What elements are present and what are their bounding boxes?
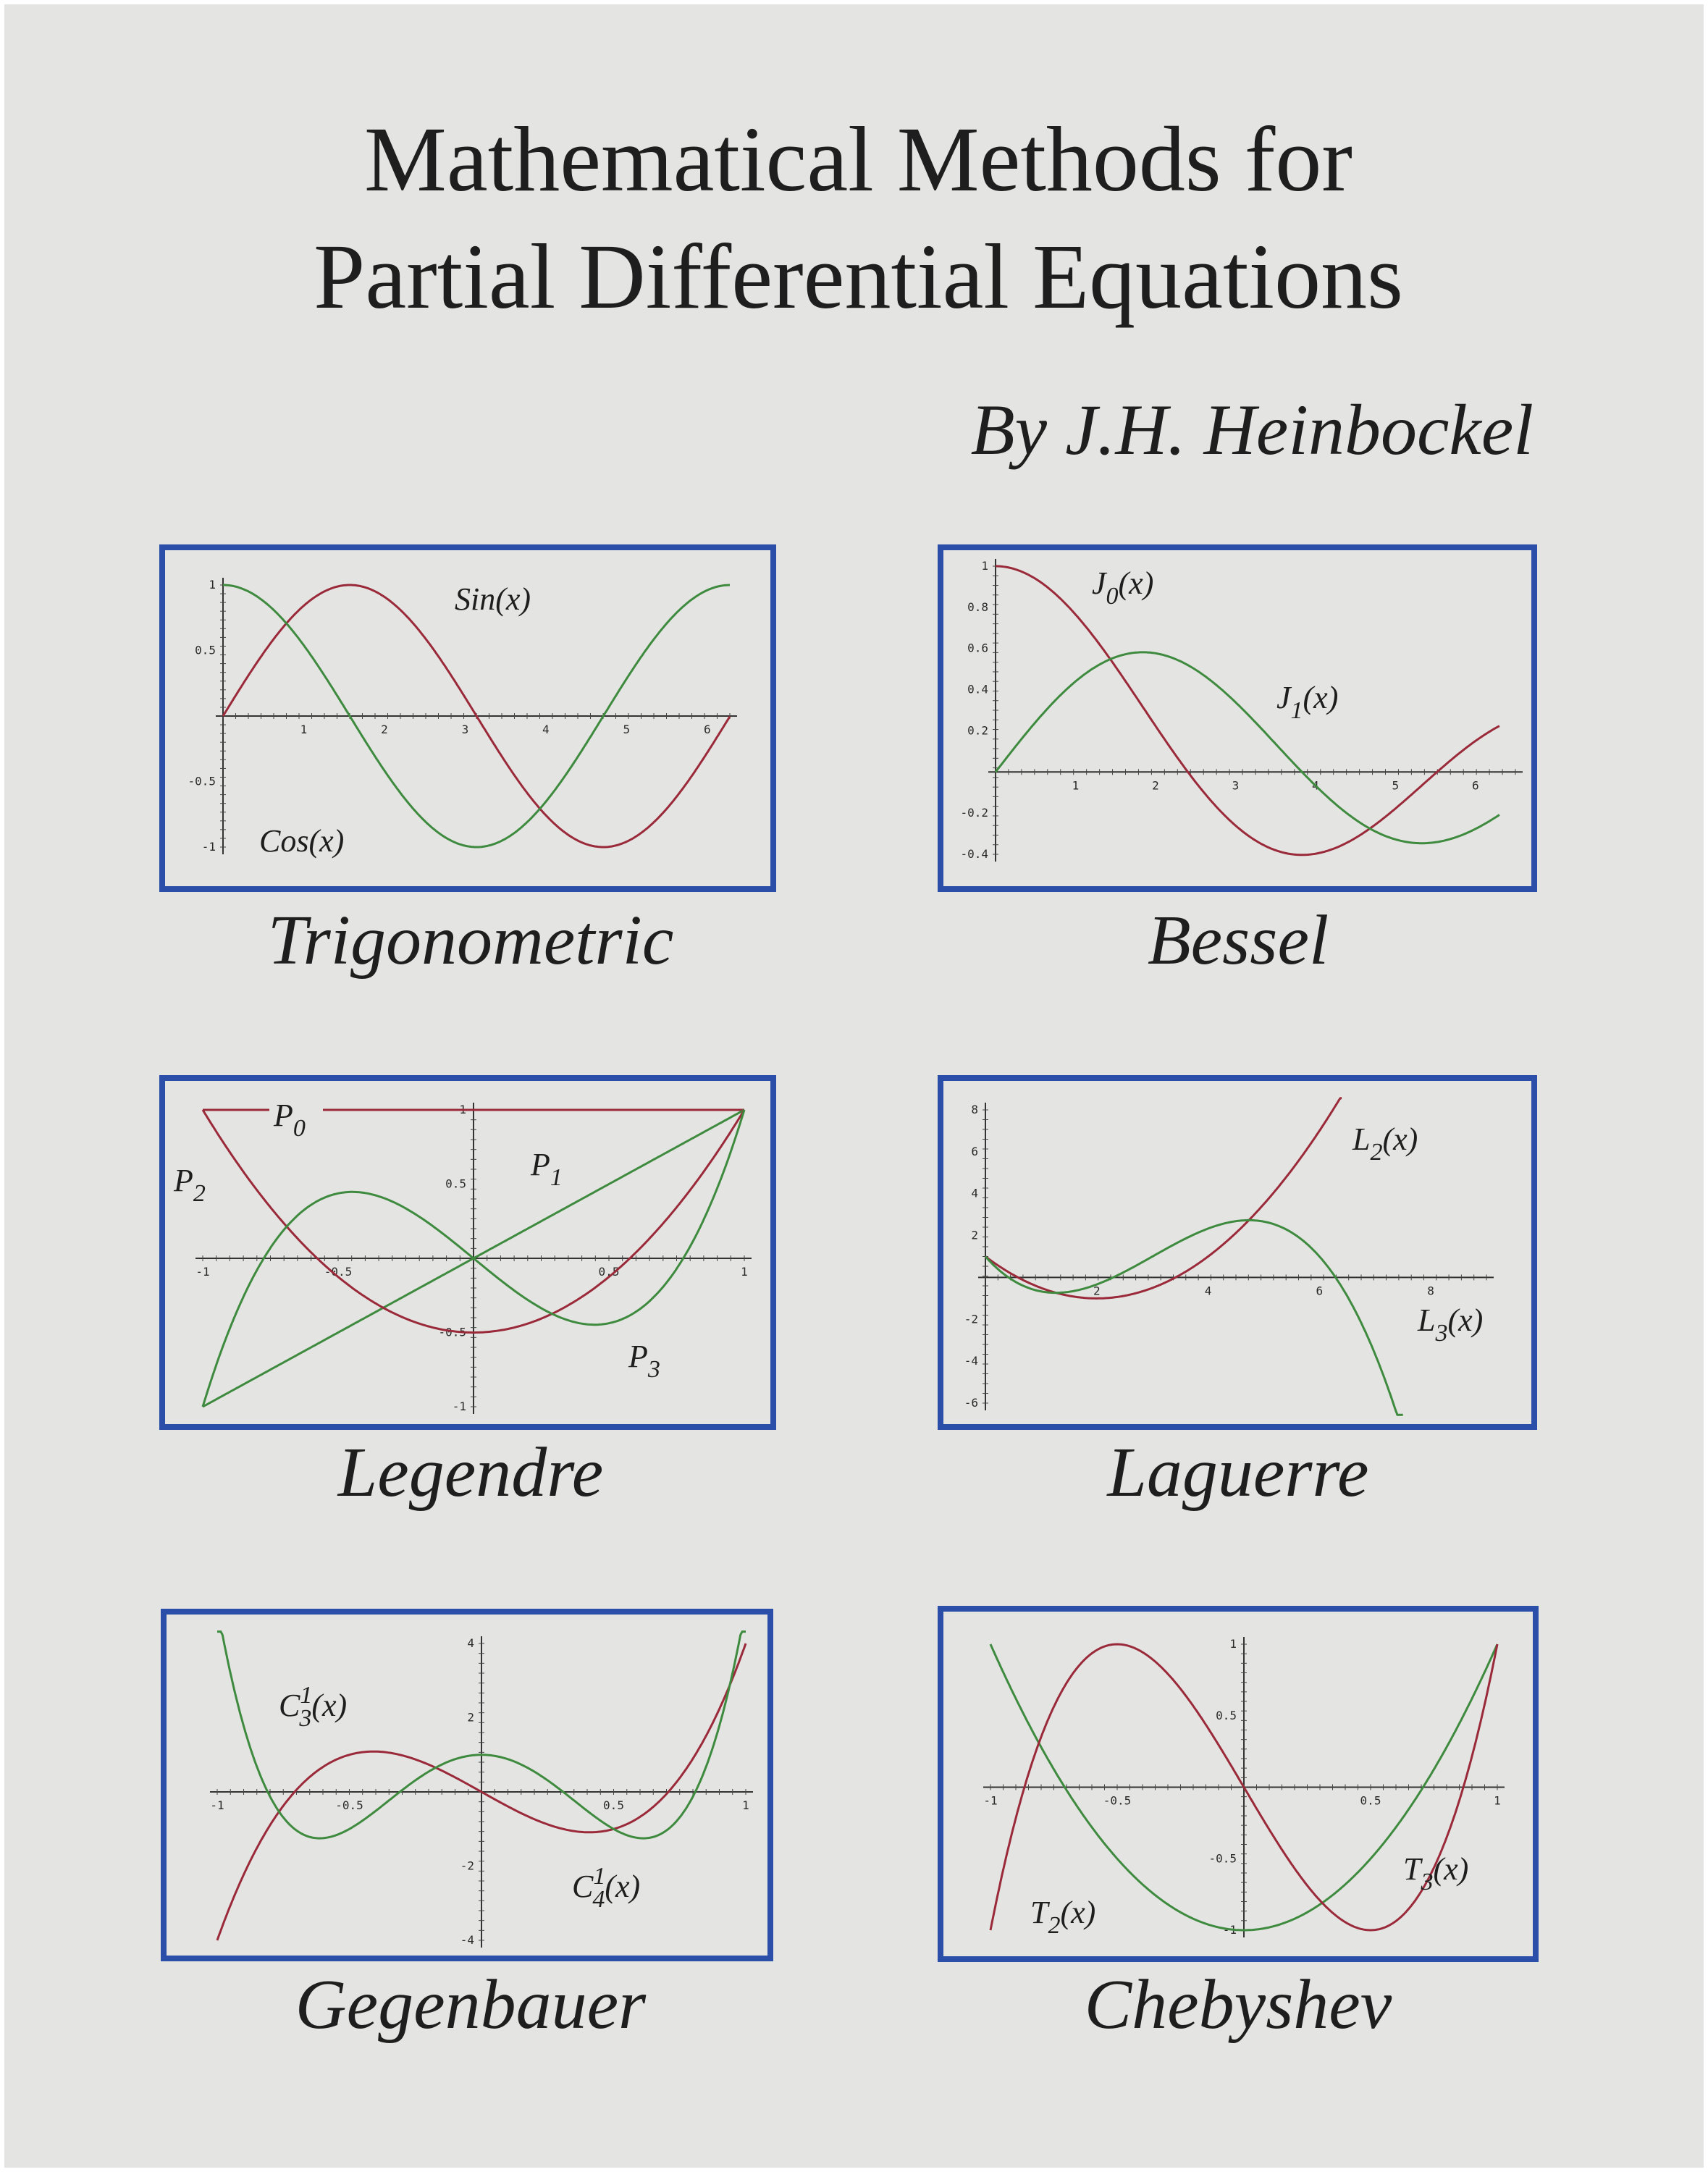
series-label-subscript: 3: [1421, 1869, 1434, 1895]
series-label-argument: (x): [605, 1869, 641, 1904]
bessel-y-tick-label: 0.6: [967, 641, 988, 655]
chebyshev-y-tick-label: -1: [1222, 1923, 1237, 1937]
bessel-caption: Bessel: [1147, 901, 1329, 980]
series-label-subscript: 1: [1290, 697, 1303, 724]
series-label-superscript: 1: [300, 1682, 313, 1709]
chebyshev-series-2-label: [1403, 1851, 1468, 1895]
series-label-subscript: 3: [647, 1356, 660, 1383]
bessel-x-tick-label: 2: [1152, 778, 1159, 793]
gegenbauer-series-1-label: [279, 1682, 347, 1732]
laguerre-series-1-label: [1352, 1121, 1418, 1166]
laguerre-y-tick-label: 6: [971, 1144, 978, 1158]
series-label-subscript: 2: [1370, 1139, 1383, 1166]
bessel-chart-panel: [938, 544, 1537, 892]
legendre-series-3-label: [173, 1163, 206, 1207]
gegenbauer-chart-svg: [167, 1615, 767, 1956]
gegenbauer-y-tick-label: -4: [460, 1933, 474, 1947]
bessel-series-1-line: [996, 566, 1499, 855]
series-label-letter: T: [1030, 1895, 1048, 1930]
laguerre-series-2-line: [985, 1220, 1403, 1415]
series-label-subscript: 0: [1106, 583, 1119, 610]
bessel-y-tick-label: -0.2: [960, 806, 988, 820]
laguerre-chart-panel: [938, 1075, 1537, 1430]
laguerre-x-tick-label: 8: [1427, 1284, 1434, 1298]
series-label-letter: C: [279, 1688, 300, 1723]
trig-x-tick-label: 2: [381, 723, 388, 736]
series-label-argument: (x): [1447, 1302, 1484, 1338]
legendre-x-tick-label: 1: [741, 1265, 748, 1279]
series-label-argument: (x): [1382, 1121, 1418, 1157]
series-label-letter: J: [1276, 680, 1291, 715]
trig-x-tick-label: 3: [461, 723, 469, 736]
chebyshev-y-tick-label: 1: [1229, 1637, 1237, 1651]
laguerre-y-tick-label: -4: [964, 1354, 978, 1368]
gegenbauer-y-tick-label: 2: [467, 1710, 474, 1725]
series-label-subscript: 4: [592, 1886, 605, 1913]
trig-x-tick-label: 4: [542, 723, 550, 736]
laguerre-y-tick-label: -6: [964, 1396, 978, 1410]
laguerre-x-tick-label: 2: [1093, 1284, 1101, 1298]
legendre-series-4-label: [628, 1339, 660, 1383]
chebyshev-x-tick-label: 1: [1494, 1793, 1501, 1808]
book-title-line-2: Partial Differential Equations: [314, 225, 1403, 328]
series-label-letter: L: [1352, 1121, 1371, 1157]
laguerre-y-tick-label: 8: [971, 1103, 978, 1116]
series-label-subscript: 2: [1048, 1912, 1061, 1939]
bessel-y-tick-label: 0.2: [967, 723, 988, 738]
chebyshev-caption: Chebyshev: [1084, 1966, 1392, 2044]
bessel-chart-svg: [943, 550, 1531, 886]
legendre-series-2-label: [530, 1147, 563, 1191]
chebyshev-chart-svg: [943, 1612, 1533, 1956]
trig-x-tick-label: 1: [300, 723, 308, 736]
gegenbauer-x-tick-label: -0.5: [335, 1798, 363, 1812]
series-label-letter: P: [531, 1147, 550, 1182]
series-label-subscript: 3: [1435, 1320, 1448, 1347]
bessel-y-tick-label: 0.4: [967, 682, 988, 696]
bessel-series-1-label: [1092, 565, 1153, 610]
bessel-series-2-line: [996, 652, 1499, 843]
chebyshev-series-1-label: [1030, 1895, 1095, 1939]
legendre-y-tick-label: 1: [459, 1103, 466, 1116]
book-title-line-1: Mathematical Methods for: [364, 108, 1352, 211]
gegenbauer-chart-panel: [161, 1609, 773, 1961]
series-label-subscript: 3: [299, 1705, 312, 1732]
book-author: By J.H. Heinbockel: [970, 390, 1534, 470]
series-label-subscript: 1: [550, 1164, 563, 1191]
bessel-x-tick-label: 1: [1072, 778, 1080, 793]
legendre-y-tick-label: -1: [452, 1399, 466, 1413]
trig-chart-svg: [165, 550, 770, 886]
laguerre-y-tick-label: 4: [971, 1186, 978, 1200]
series-label-subscript: 2: [193, 1180, 206, 1207]
laguerre-caption: Laguerre: [1107, 1434, 1369, 1512]
chebyshev-x-tick-label: -1: [983, 1793, 998, 1808]
gegenbauer-caption: Gegenbauer: [295, 1966, 647, 2044]
chebyshev-chart-panel: [938, 1606, 1539, 1962]
series-label-letter: L: [1418, 1302, 1436, 1338]
gegenbauer-y-tick-label: -2: [460, 1859, 474, 1873]
bessel-y-tick-label: 0.8: [967, 599, 988, 614]
series-label-letter: P: [628, 1339, 648, 1374]
series-label-letter: P: [174, 1163, 193, 1198]
bessel-y-tick-label: -0.4: [960, 847, 988, 861]
legendre-chart-svg: [165, 1081, 770, 1424]
laguerre-x-tick-label: 4: [1204, 1284, 1212, 1298]
legendre-caption: Legendre: [337, 1434, 604, 1512]
series-label-letter: P: [274, 1098, 293, 1133]
trig-chart-panel: [159, 544, 776, 892]
legendre-y-tick-label: -0.5: [438, 1325, 466, 1339]
series-label-letter: J: [1092, 565, 1106, 601]
gegenbauer-x-tick-label: -1: [210, 1798, 224, 1812]
bessel-x-tick-label: 6: [1471, 778, 1479, 793]
chebyshev-x-tick-label: 0.5: [1360, 1793, 1381, 1808]
laguerre-x-tick-label: 6: [1316, 1284, 1324, 1298]
trig-caption: Trigonometric: [267, 901, 674, 980]
series-label-letter: C: [572, 1869, 594, 1904]
series-label-argument: (x): [1433, 1851, 1469, 1887]
legendre-x-tick-label: -0.5: [324, 1265, 353, 1279]
laguerre-chart-svg: [943, 1081, 1531, 1424]
series-label-argument: (x): [1118, 565, 1154, 601]
bessel-x-tick-label: 4: [1312, 778, 1319, 793]
chebyshev-y-tick-label: -0.5: [1208, 1851, 1237, 1866]
laguerre-y-tick-label: 2: [971, 1228, 978, 1242]
trig-y-tick-label: -0.5: [188, 774, 216, 788]
bessel-y-tick-label: 1: [981, 559, 988, 573]
trig-x-tick-label: 6: [703, 723, 711, 736]
chebyshev-y-tick-label: 0.5: [1216, 1708, 1237, 1722]
series-label-subscript: 0: [293, 1115, 306, 1142]
chebyshev-x-tick-label: -0.5: [1103, 1793, 1132, 1808]
trig-y-tick-label: 0.5: [195, 643, 216, 657]
bessel-series-2-label: [1276, 680, 1338, 724]
series-label-argument: (x): [1060, 1895, 1096, 1930]
trig-x-tick-label: 5: [623, 723, 631, 736]
gegenbauer-y-tick-label: 4: [467, 1636, 474, 1650]
trig-series-2-label: Cos(x): [259, 823, 345, 859]
series-label-superscript: 1: [593, 1863, 606, 1890]
trig-y-tick-label: -1: [201, 840, 216, 854]
gegenbauer-x-tick-label: 0.5: [603, 1798, 624, 1812]
series-label-argument: (x): [311, 1688, 348, 1723]
legendre-x-tick-label: 0.5: [598, 1265, 620, 1279]
laguerre-series-1-line: [985, 1098, 1342, 1299]
trig-y-tick-label: 1: [209, 578, 216, 592]
legendre-chart-panel: [159, 1075, 776, 1430]
bessel-x-tick-label: 5: [1392, 778, 1400, 793]
bessel-x-tick-label: 3: [1232, 778, 1240, 793]
series-label-argument: (x): [1303, 680, 1339, 715]
laguerre-series-2-label: [1417, 1302, 1483, 1347]
trig-series-1-label: Sin(x): [455, 581, 531, 617]
legendre-y-tick-label: 0.5: [445, 1176, 466, 1191]
gegenbauer-x-tick-label: 1: [742, 1798, 749, 1812]
series-label-letter: T: [1403, 1851, 1421, 1887]
legendre-x-tick-label: -1: [195, 1265, 210, 1279]
gegenbauer-series-2-label: [572, 1863, 640, 1913]
laguerre-y-tick-label: -2: [964, 1312, 978, 1326]
